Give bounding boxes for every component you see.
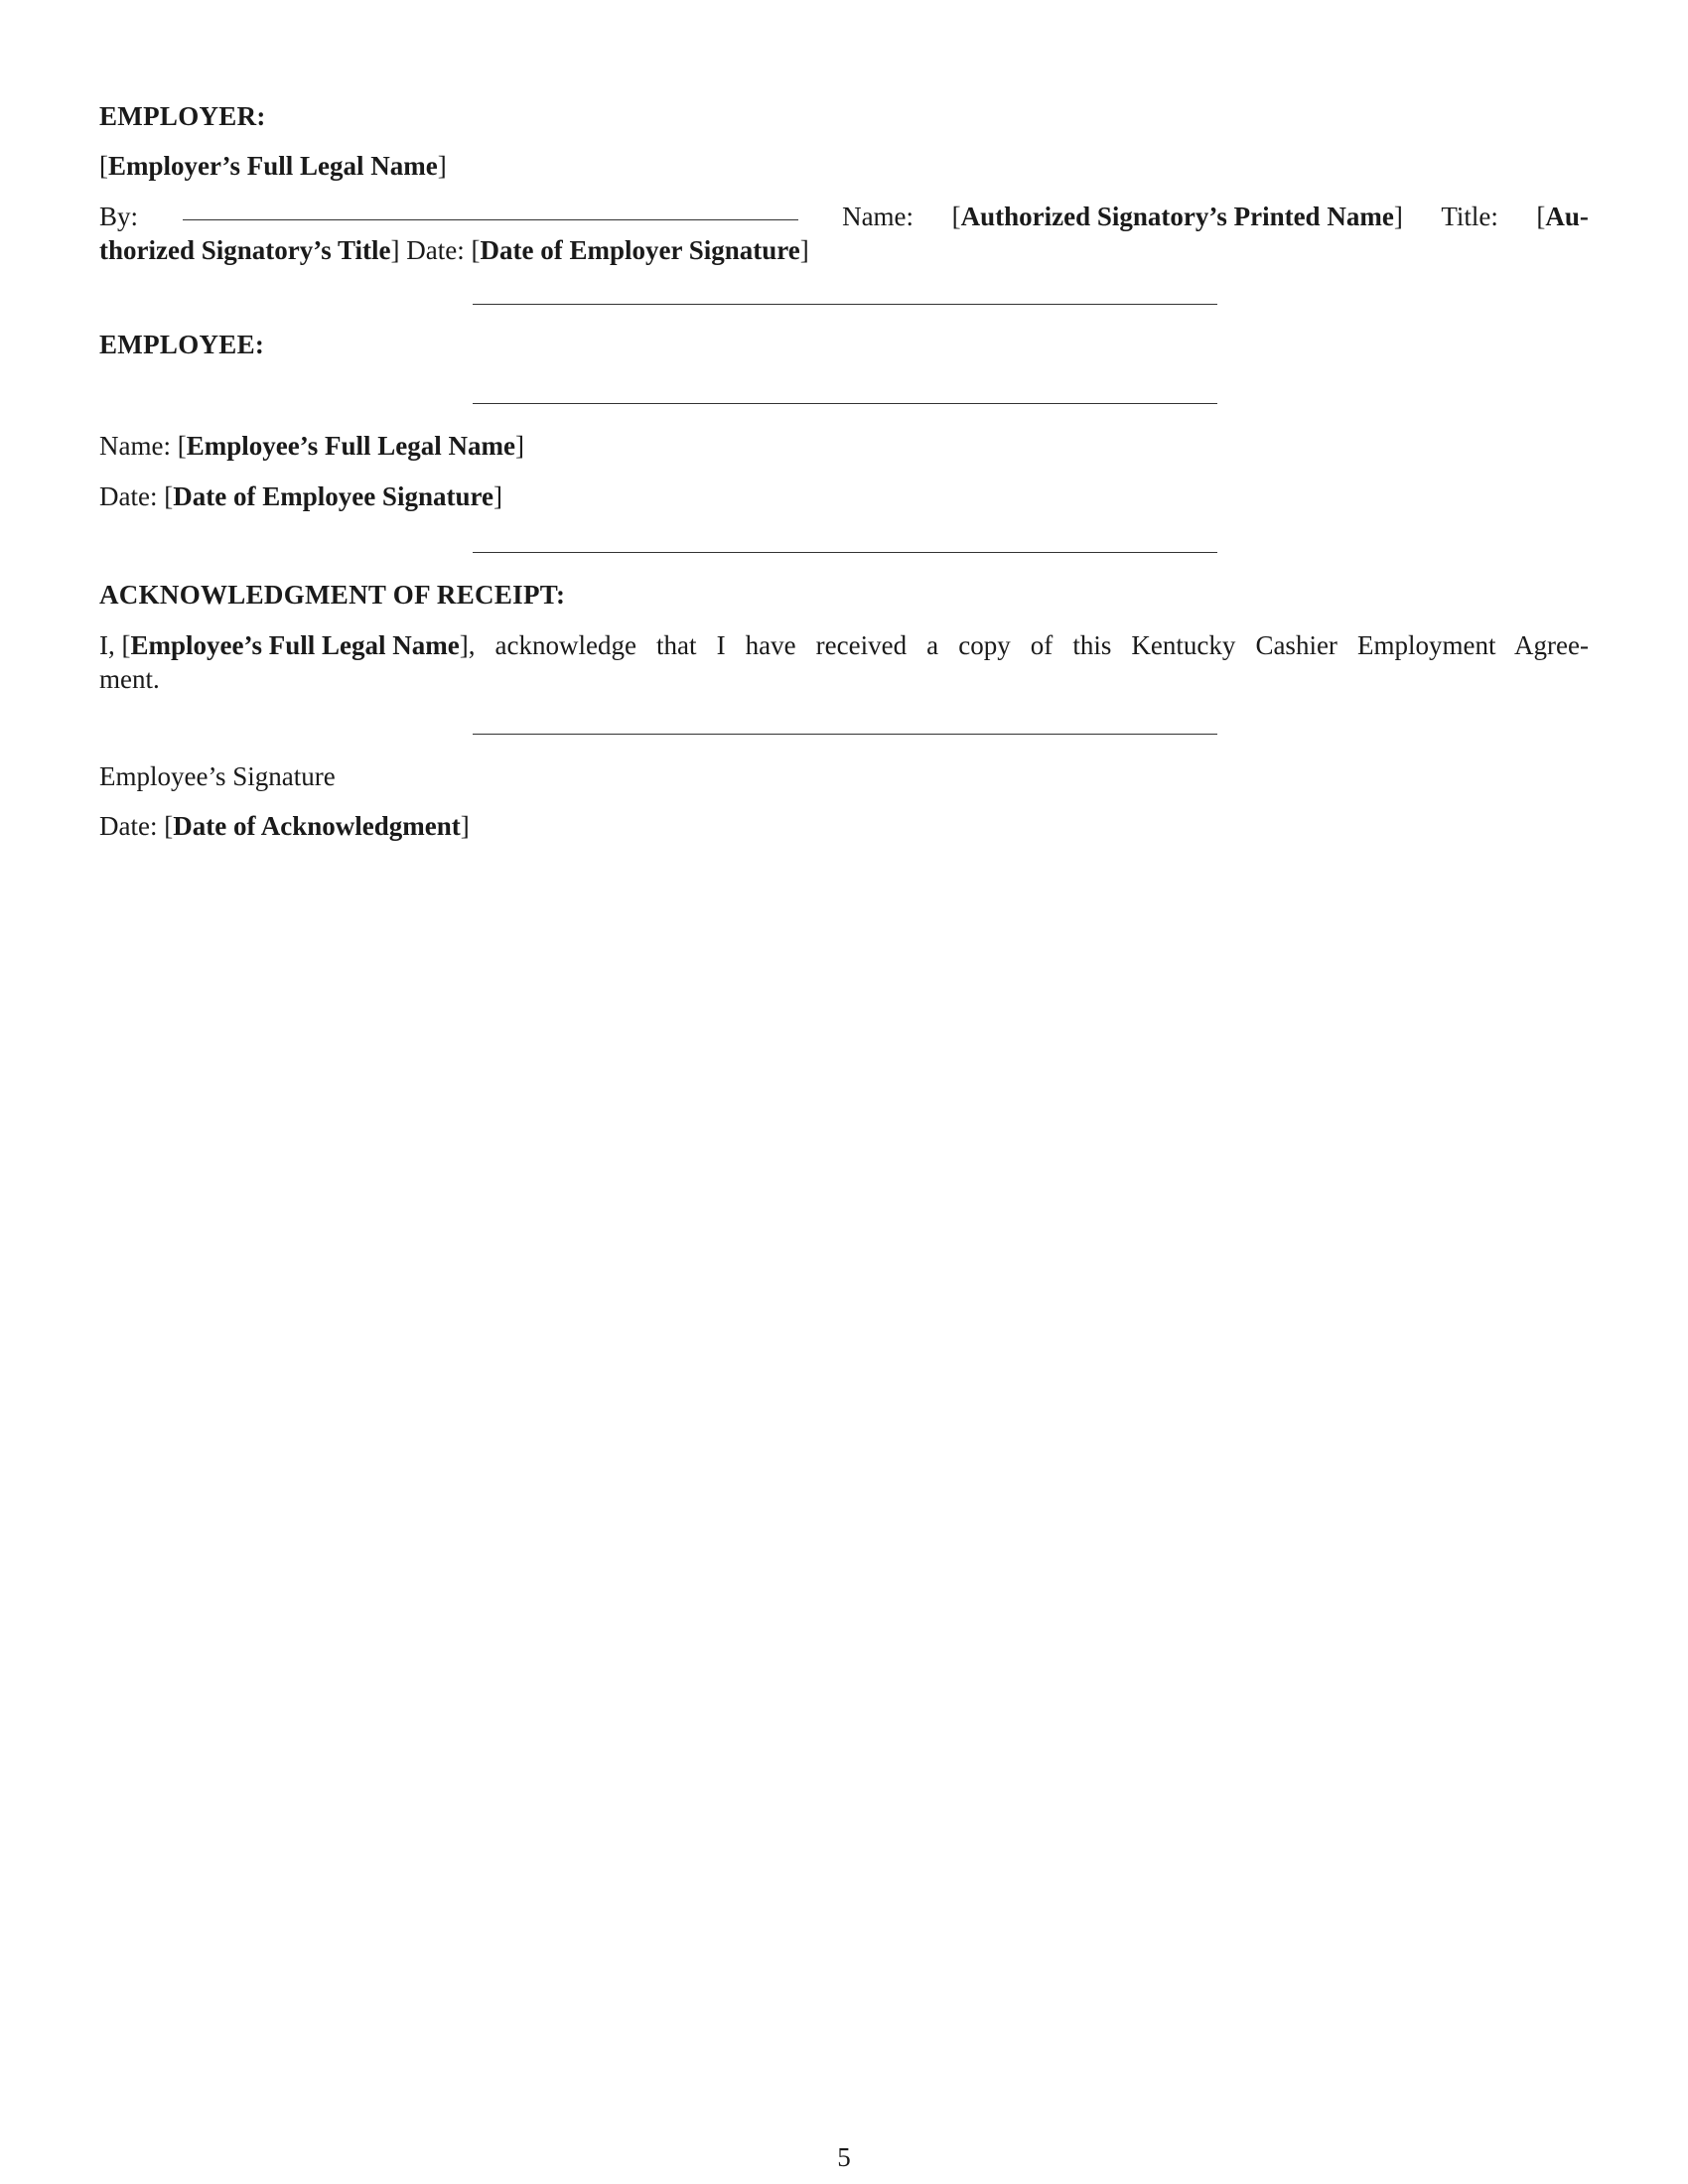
employer-date-value: Date of Employer Signature [480, 235, 800, 265]
signatory-name-group: [Authorized Signatory’s Printed Name] [951, 202, 1403, 231]
employee-name-label: Name: [99, 431, 171, 461]
bracket-open: [ [99, 151, 108, 181]
signatory-title-label: Title: [1441, 202, 1498, 231]
signatory-title-value: thorized Signatory’s Title [99, 235, 391, 265]
employee-name-line: Name: [Employee’s Full Legal Name] [99, 431, 524, 461]
acknowledgment-heading: ACKNOWLEDGMENT OF RECEIPT: [99, 580, 566, 610]
employee-date-line: Date: [Date of Employee Signature] [99, 481, 502, 511]
section-rule [473, 552, 1217, 553]
employer-heading: EMPLOYER: [99, 101, 266, 131]
employer-legal-name: Employer’s Full Legal Name [108, 151, 438, 181]
signature-rule-employer [473, 304, 1217, 305]
employee-date-value: Date of Employee Signature [173, 481, 493, 511]
acknowledgment-text: , acknowledge that I have received a copy of this Kentucky Cashier Employment Agree- [468, 630, 1589, 660]
employer-date-label: Date: [406, 235, 465, 265]
acknowledgment-body [99, 628, 1589, 696]
acknowledgment-signature-label: Employee’s Signature [99, 761, 336, 791]
signatory-name-value: Authorized Signatory’s Printed Name [960, 202, 1394, 231]
employee-heading: EMPLOYEE: [99, 330, 265, 359]
employer-signature-line-2: thorized Signatory’s Title] Date: [Date of Employer Signature] [99, 235, 809, 265]
bracket-close: ] [437, 151, 447, 181]
acknowledgment-line-1 [99, 628, 1589, 662]
employee-name-value: Employee’s Full Legal Name [186, 431, 515, 461]
acknowledgment-date-label: Date: [99, 811, 158, 841]
by-label: By: [99, 202, 139, 231]
employer-signature-block [99, 200, 1589, 267]
signature-rule-employee [473, 403, 1217, 404]
acknowledgment-employee-name: Employee’s Full Legal Name [130, 630, 460, 660]
signatory-name-label: Name: [842, 202, 914, 231]
employer-signature-line-1 [99, 200, 1589, 233]
acknowledgment-line-2: ment. [99, 664, 160, 694]
signature-rule-acknowledgment [473, 734, 1217, 735]
employee-date-label: Date: [99, 481, 158, 511]
page-number: 5 [837, 2142, 851, 2172]
acknowledgment-date-value: Date of Acknowledgment [173, 811, 461, 841]
acknowledgment-date-line: Date: [Date of Acknowledgment] [99, 811, 470, 841]
signatory-title-start: [Au- [1536, 202, 1589, 231]
employer-signature-blank[interactable] [183, 200, 798, 220]
employer-legal-name-line [99, 149, 1589, 183]
acknowledgment-lead: I, [Employee’s Full Legal Name] [99, 630, 469, 660]
